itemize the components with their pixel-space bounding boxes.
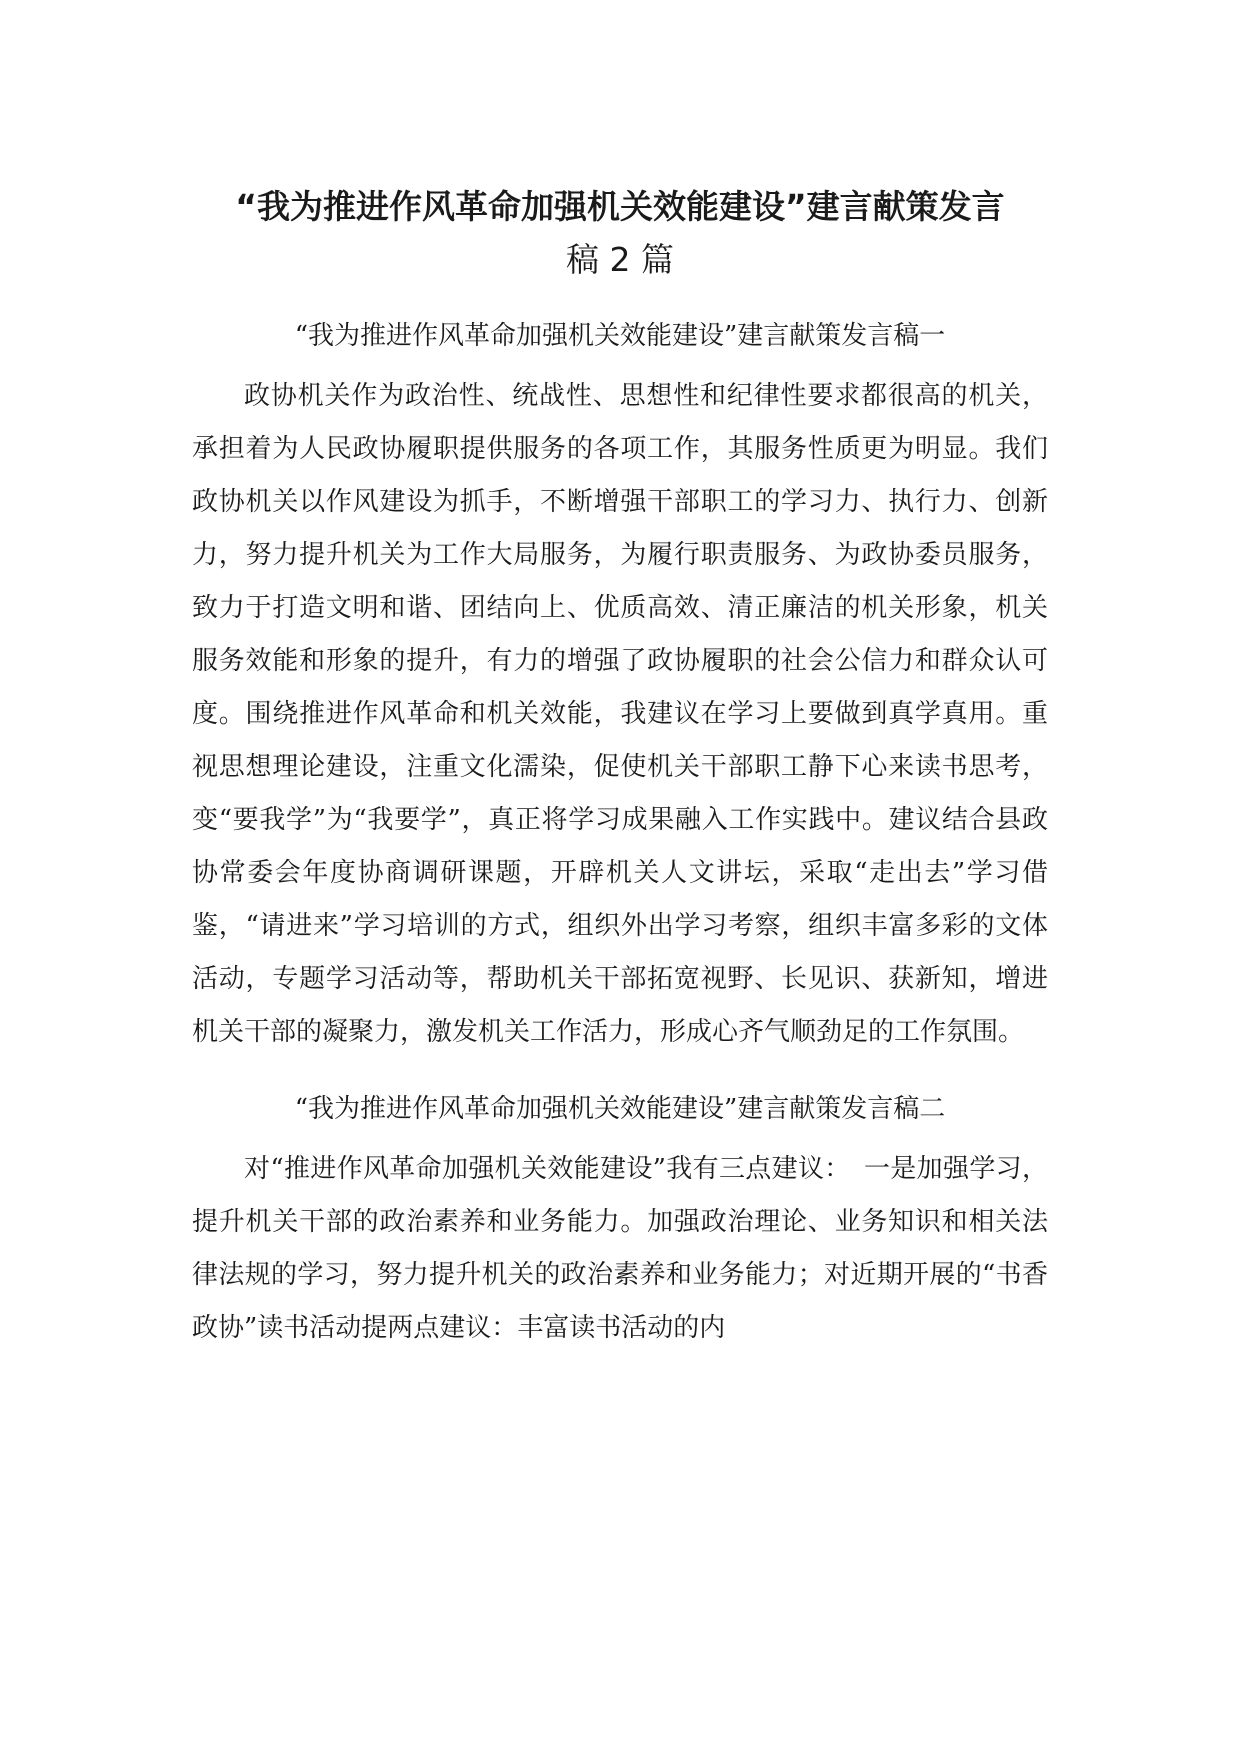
section-body-1: 政协机关作为政治性、统战性、思想性和纪律性要求都很高的机关，承担着为人民政协履职提供服务的各项工作，其服务性质更为明显。我们政协机关以作风建设为抓手，不断增强干部职工的学习力、执行力、创新力，努力提升机关为工作大局服务，为履行职责服务、为政协委员服务，致力于打造文明和谐、团结向上、优质高效、清正廉洁的机关形象，机关服务效能和形象的提升，有力的增强了政协履职的社会公信力和群众认可度。围绕推进作风革命和机关效能，我建议在学习上要做到真学真用。重视思想理论建设，注重文化濡染，促使机关干部职工静下心来读书思考，变“要我学”为“我要学”，真正将学习成果融入工作实践中。建议结合县政协常委会年度协商调研课题，开辟机关人文讲坛，采取“走出去”学习借鉴，“请进来”学习培训的方式，组织外出学习考察，组织丰富多彩的文体活动，专题学习活动等，帮助机关干部拓宽视野、长见识、获新知，增进机关干部的凝聚力，激发机关工作活力，形成心齐气顺劲足的工作氛围。 — [192, 381, 1048, 1047]
document-page — [192, 180, 1048, 1355]
document-title-line2: 稿 2 篇 — [566, 240, 674, 279]
section-body-2: 对“推进作风革命加强机关效能建设”我有三点建议： 一是加强学习，提升机关干部的政治素养和业务能力。加强政治理论、业务知识和相关法律法规的学习，努力提升机关的政治素养和业务能力；对近期开展的“书香政协”读书活动提两点建议：丰富读书活动的内 — [192, 1154, 1048, 1343]
section-heading-2: “我为推进作风革命加强机关效能建设”建言献策发言稿二 — [294, 1094, 946, 1124]
document-title — [192, 180, 1048, 286]
document-title-line1: “我为推进作风革命加强机关效能建设”建言献策发言 — [235, 187, 1005, 226]
section-heading-1: “我为推进作风革命加强机关效能建设”建言献策发言稿一 — [294, 321, 946, 351]
